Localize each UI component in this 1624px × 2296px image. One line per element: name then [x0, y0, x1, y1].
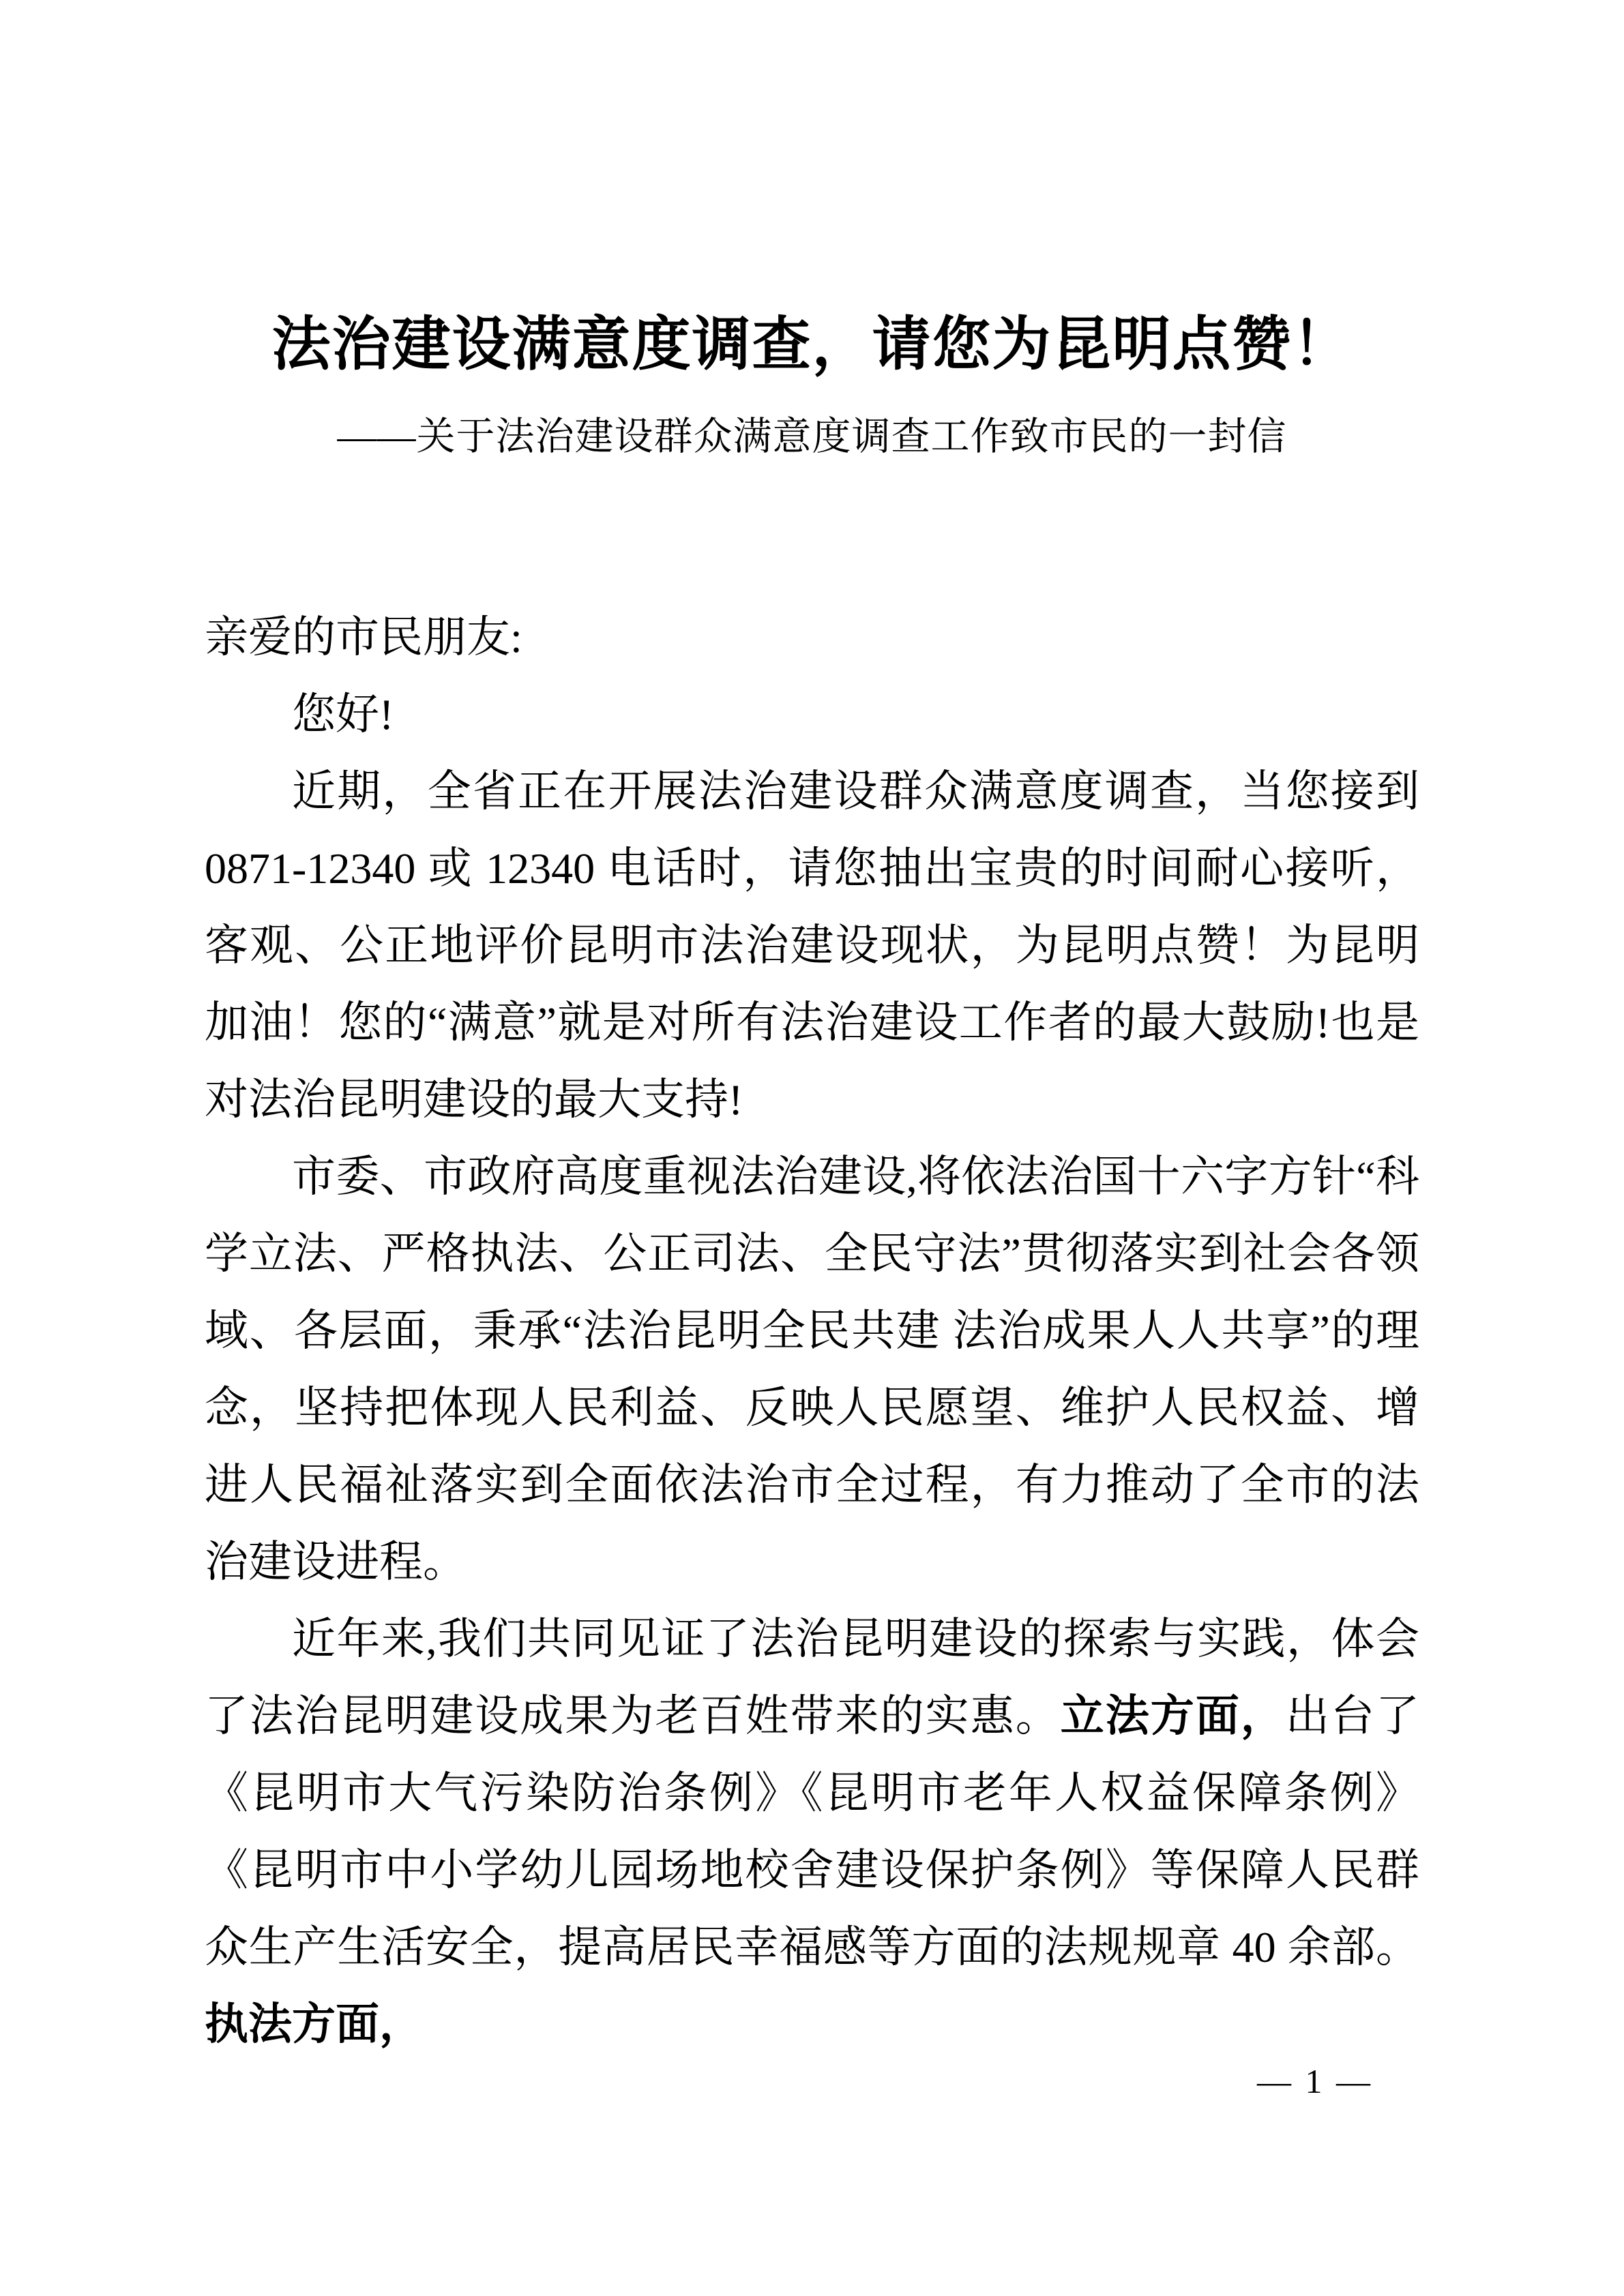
paragraph — [205, 753, 1419, 1138]
document-body — [205, 599, 1419, 2063]
document-subtitle: ——关于法治建设群众满意度调查工作致市民的一封信 — [337, 415, 1287, 458]
bold-text-run: 立法方面， — [1060, 1691, 1286, 1740]
text-run: 出台了《昆明市大气污染防治条例》《昆明市老年人权益保障条例》《昆明市中小学幼儿园场地校舍建设保护条例》等保障人民群众生产生活安全，提高居民幸福感等方面的法规规章 40 余部。 — [205, 1691, 1420, 1971]
document-title: 法治建设满意度调查，请您为昆明点赞！ — [271, 312, 1353, 377]
text-run: 您好! — [292, 689, 394, 739]
body-paragraphs — [205, 676, 1419, 2063]
text-run: 近年来,我们共同见证了法治昆明建设的探索与实践，体会了法治昆明建设成果为老百姓带来的实惠。 — [205, 1614, 1419, 1740]
text-run: 市委、市政府高度重视法治建设,将依法治国十六字方针“科学立法、严格执法、公正司法、全民守法”贯彻落实到社会各领域、各层面，秉承“法治昆明全民共建 法治成果人人共享”的理念，坚持把体现人民利益、反映人民愿望、维护人民权益、增进人民福祉落实到全面依法治市全过程，有力推动了全市的法治建设进程。 — [205, 1152, 1419, 1586]
bold-text-run: 执法方面， — [205, 1999, 423, 2048]
text-run: 近期，全省正在开展法治建设群众满意度调查，当您接到 0871-12340 或 12340 电话时，请您抽出宝贵的时间耐心接听，客观、公正地评价昆明市法治建设现状，为昆明点赞！为昆明加油！您的“满意”就是对所有法治建设工作者的最大鼓励!也是对法治昆明建设的最大支持! — [205, 766, 1419, 1124]
paragraph — [205, 676, 1419, 753]
paragraph — [205, 1138, 1419, 1600]
salutation: 亲爱的市民朋友: — [205, 612, 522, 661]
page-number: — 1 — — [1257, 2062, 1373, 2100]
paragraph — [205, 1600, 1419, 2063]
